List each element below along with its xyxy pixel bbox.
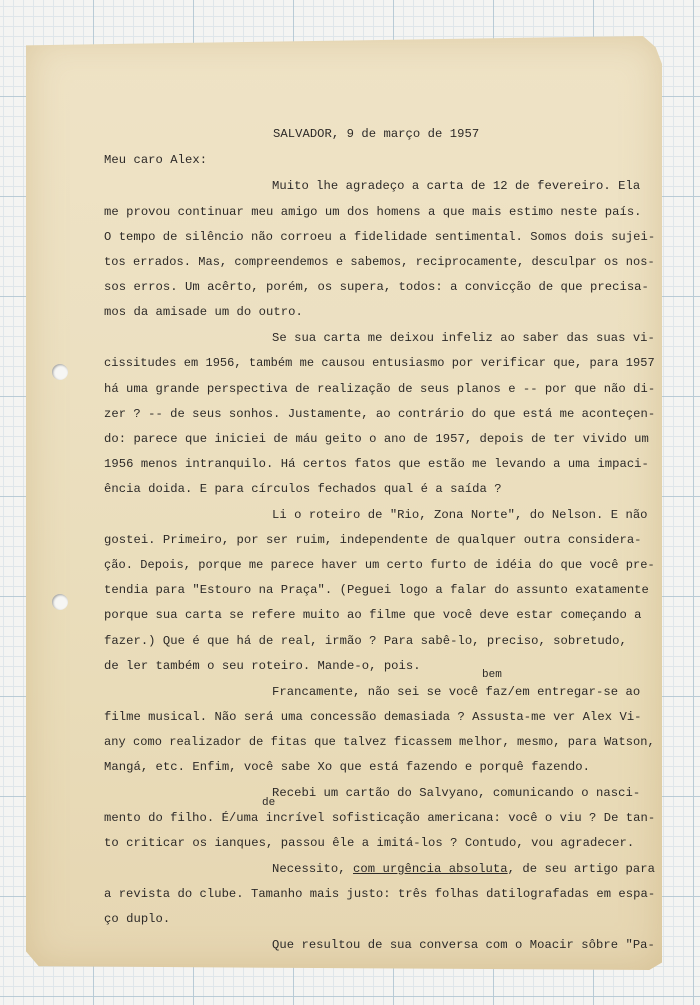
text-line: de ler também o seu roteiro. Mande-o, pois. (104, 659, 421, 673)
text-line: 1956 menos intranquilo. Há certos fatos que estão me levando a uma impaci- (104, 457, 649, 471)
text-line: to criticar os ianques, passou êle a imitá-los ? Contudo, vou agradecer. (104, 836, 635, 850)
text-segment: , de seu artigo para (507, 862, 655, 876)
text-line: gostei. Primeiro, por ser ruim, independente de qualquer outra considera- (104, 533, 642, 547)
text-line: Que resultou de sua conversa com o Moacir sôbre "Pa- (272, 938, 655, 952)
text-line: tos errados. Mas, compreendemos e sabemos, reciprocamente, desculpar os nos- (104, 255, 655, 269)
text-line: any como realizador de fitas que talvez ficassem melhor, mesmo, para Watson, (104, 735, 655, 749)
text-line: zer ? -- de seus sonhos. Justamente, ao contrário do que está me aconteçen- (104, 407, 656, 421)
text-line: ço duplo. (104, 912, 171, 926)
text-line: Li o roteiro de "Rio, Zona Norte", do Nelson. E não (272, 508, 648, 522)
punch-hole (52, 364, 68, 380)
text-line: Se sua carta me deixou infeliz ao saber das suas vi- (272, 331, 655, 345)
text-line: sos erros. Um acêrto, porém, os supera, todos: a convicção de que precisa- (104, 280, 649, 294)
text-line: Mangá, etc. Enfim, você sabe Xo que está fazendo e porquê fazendo. (104, 760, 591, 774)
text-line: há uma grande perspectiva de realização de seus planos e -- por que não di- (104, 382, 656, 396)
text-line: filme musical. Não será uma concessão demasiada ? Assusta-me ver Alex Vi- (104, 710, 642, 724)
text-line: cissitudes em 1956, também me causou entusiasmo por verificar que, para 1957 (104, 356, 655, 370)
text-line: me provou continuar meu amigo um dos homens a que mais estimo neste país. (104, 205, 642, 219)
salutation: Meu caro Alex: (104, 153, 208, 167)
text-line: ência doida. E para círculos fechados qual é a saída ? (104, 482, 502, 496)
text-line: do: parece que iniciei de máu geito o ano de 1957, depois de ter vivido um (104, 432, 649, 446)
text-line: mos da amisade um do outro. (104, 305, 303, 319)
text-line: O tempo de silêncio não corroeu a fidelidade sentimental. Somos dois sujei- (104, 230, 656, 244)
text-line: porque sua carta se refere muito ao filme que você deve estar começando a (104, 608, 642, 622)
text-line: Recebi um cartão do Salvyano, comunicando o nasci- (272, 786, 641, 800)
text-line: a revista do clube. Tamanho mais justo: três folhas datilografadas em espa- (104, 887, 656, 901)
text-line: fazer.) Que é que há de real, irmão ? Para sabê-lo, preciso, sobretudo, (104, 634, 627, 648)
text-segment: Necessito, (272, 862, 354, 876)
dateline: SALVADOR, 9 de março de 1957 (273, 127, 480, 141)
text-line: Francamente, não sei se você faz/em entregar-se ao (272, 685, 641, 699)
text-line: ção. Depois, porque me parece haver um certo furto de idéia do que você pre- (104, 558, 655, 572)
punch-hole (52, 594, 68, 610)
text-line: mento do filho. É/uma incrível sofisticação americana: você o viu ? De tan- (104, 811, 656, 825)
text-line (272, 861, 655, 877)
handwritten-insert: bem (482, 669, 502, 681)
text-line: Muito lhe agradeço a carta de 12 de fevereiro. Ela (272, 179, 641, 193)
underlined-phrase: com urgência absoluta (353, 862, 508, 876)
handwritten-insert: de (262, 797, 276, 809)
letter-paper (26, 36, 662, 970)
text-line: tendia para "Estouro na Praça". (Peguei logo a falar do assunto exatamente (104, 583, 649, 597)
